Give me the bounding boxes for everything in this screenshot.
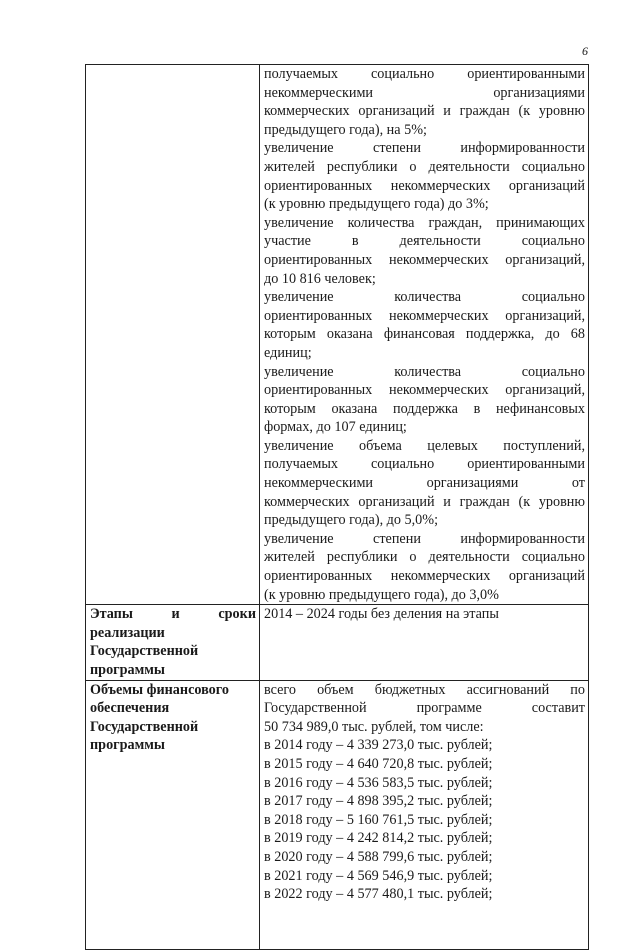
text-line: в 2018 году – 5 160 761,5 тыс. рублей;	[264, 811, 493, 828]
page-number: 6	[582, 44, 588, 58]
text-line: программы	[90, 737, 165, 754]
text-line: жителей республики о деятельности социально	[264, 549, 585, 566]
text-line: в 2017 году – 4 898 395,2 тыс. рублей;	[264, 793, 493, 810]
row-label-cell	[86, 680, 260, 949]
text-line: которым оказана финансовая поддержка, до 68	[264, 326, 585, 343]
text-line: Объемы финансового	[90, 681, 229, 698]
row-label-cell	[86, 605, 260, 680]
text-line: ориентированных некоммерческих организаций	[264, 177, 585, 194]
text-line: увеличение количества граждан, принимающих	[264, 214, 585, 231]
table-row	[86, 605, 589, 680]
text-line: в 2022 году – 4 577 480,1 тыс. рублей;	[264, 886, 493, 903]
text-line: Государственной	[90, 643, 199, 660]
program-passport-table	[85, 64, 589, 950]
text-line: увеличение степени информированности	[264, 140, 585, 157]
text-line: Этапы и сроки	[90, 606, 256, 623]
row-value-cell	[260, 605, 589, 680]
text-line: увеличение количества социально	[264, 363, 585, 380]
row-label-cell	[86, 65, 260, 605]
text-line: получаемых социально ориентированными	[264, 66, 585, 82]
text-line: ориентированных некоммерческих организаций,	[264, 382, 585, 399]
table-row	[86, 65, 589, 605]
text-line: в 2016 году – 4 536 583,5 тыс. рублей;	[264, 774, 493, 791]
text-line: Государственной	[90, 718, 199, 735]
text-line: формах, до 107 единиц;	[264, 419, 407, 436]
text-line: в 2020 году – 4 588 799,6 тыс. рублей;	[264, 848, 493, 865]
text-line: до 10 816 человек;	[264, 270, 376, 287]
text-line: 50 734 989,0 тыс. рублей, том числе:	[264, 718, 484, 735]
text-line: ориентированных некоммерческих организаций,	[264, 307, 585, 324]
text-line: всего объем бюджетных ассигнований по	[264, 681, 585, 698]
text-line: увеличение степени информированности	[264, 530, 585, 547]
text-line: коммерческих организаций и граждан (к уровню	[264, 103, 585, 120]
text-line: ориентированных некоммерческих организаций	[264, 568, 585, 585]
text-line: жителей республики о деятельности социально	[264, 158, 585, 175]
row-value-cell	[260, 680, 589, 949]
text-line: в 2014 году – 4 339 273,0 тыс. рублей;	[264, 737, 493, 754]
text-line: увеличение объема целевых поступлений,	[264, 437, 585, 454]
text-line: получаемых социально ориентированными	[264, 456, 585, 473]
text-line: предыдущего года), на 5%;	[264, 121, 427, 138]
text-line: увеличение количества социально	[264, 289, 585, 306]
text-line: в 2015 году – 4 640 720,8 тыс. рублей;	[264, 755, 493, 772]
text-line: реализации	[90, 624, 165, 641]
text-line: некоммерческими организациями от	[264, 475, 585, 492]
text-line: (к уровню предыдущего года) до 3%;	[264, 196, 489, 213]
text-line: Государственной программе составит	[264, 700, 585, 717]
text-line: (к уровню предыдущего года), до 3,0%	[264, 586, 499, 603]
text-line: предыдущего года), до 5,0%;	[264, 512, 439, 529]
text-line: программы	[90, 662, 165, 678]
text-line: коммерческих организаций и граждан (к уровню	[264, 493, 585, 510]
text-line: единиц;	[264, 344, 312, 361]
text-line: обеспечения	[90, 700, 170, 717]
text-line: 2014 – 2024 годы без деления на этапы	[264, 606, 499, 623]
text-line: некоммерческими организациями	[264, 84, 585, 101]
text-line: в 2021 году – 4 569 546,9 тыс. рублей;	[264, 867, 493, 884]
table-row	[86, 680, 589, 949]
text-line: участие в деятельности социально	[264, 233, 585, 250]
text-line: которым оказана поддержка в нефинансовых	[264, 400, 585, 417]
text-line: ориентированных некоммерческих организаций,	[264, 251, 585, 268]
text-line: в 2019 году – 4 242 814,2 тыс. рублей;	[264, 830, 493, 847]
row-value-cell	[260, 65, 589, 605]
